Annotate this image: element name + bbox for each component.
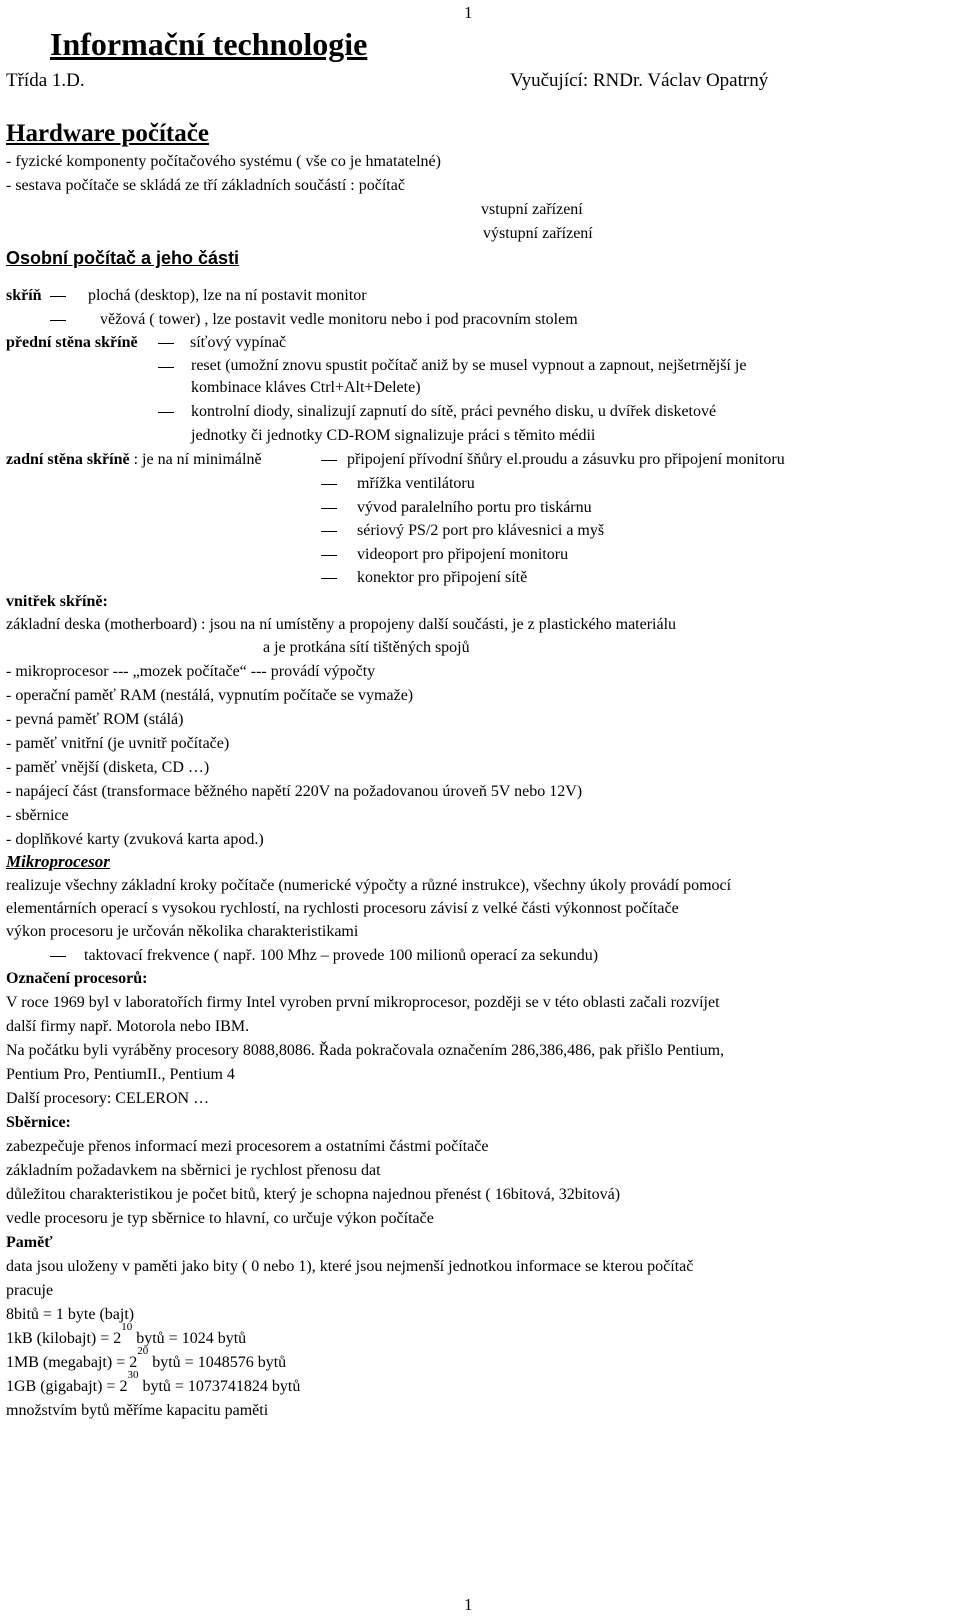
case-item-2: věžová ( tower) , lze postavit vedle monitoru nebo i pod pracovním stolem <box>100 311 578 328</box>
memory-mb-value: bytů = 1048576 bytů <box>148 1354 287 1371</box>
cpu-heading: Mikroprocesor <box>6 852 110 871</box>
cpu-para-1: realizuje všechny základní kroky počítače (numerické výpočty a různé instrukce), všechny úkoly provádí pomocí <box>6 877 732 894</box>
memory-gb-value: bytů = 1073741824 bytů <box>138 1378 301 1395</box>
dash <box>321 555 337 556</box>
bus-para-1: zabezpečuje přenos informací mezi procesorem a ostatními částmi počítače <box>6 1138 489 1155</box>
back-item-1: připojení přívodní šňůry el.proudu a zásuvku pro připojení monitoru <box>347 451 785 468</box>
hardware-line-3: vstupní zařízení <box>481 201 583 218</box>
back-panel-intro: : je na ní minimálně <box>129 451 262 468</box>
parts-item-6: - napájecí část (transformace běžného napětí 220V na požadovanou úroveň 5V nebo 12V) <box>6 783 583 800</box>
bus-para-3: důležitou charakteristikou je počet bitů, který je schopna najednou přenést ( 16bitová, 32bitová) <box>6 1186 621 1203</box>
document-title: Informační technologie <box>50 26 368 62</box>
memory-kb-value: bytů = 1024 bytů <box>132 1330 247 1347</box>
memory-gb-line <box>6 1369 301 1397</box>
bus-para-4: vedle procesoru je typ sběrnice to hlavní, co určuje výkon počítače <box>6 1210 434 1227</box>
back-item-2: mřížka ventilátoru <box>357 475 475 492</box>
memory-gb-exponent: 30 <box>127 1369 139 1381</box>
memory-mb-base: 1MB (megabajt) = 2 <box>6 1354 138 1371</box>
dash <box>321 531 337 532</box>
hardware-heading: Hardware počítače <box>6 120 209 147</box>
dash <box>158 412 174 413</box>
parts-item-2: - operační paměť RAM (nestálá, vypnutím počítače se vymaže) <box>6 687 414 704</box>
dash <box>158 367 174 368</box>
dash <box>50 296 66 297</box>
inside-label: vnitřek skříně: <box>6 593 108 610</box>
memory-gb-base: 1GB (gigabajt) = 2 <box>6 1378 128 1395</box>
memory-mb-line <box>6 1345 287 1373</box>
case-label: skříň <box>6 287 42 304</box>
dash <box>321 508 337 509</box>
back-item-3: vývod paralelního portu pro tiskárnu <box>357 499 592 516</box>
parts-item-7: - sběrnice <box>6 807 69 824</box>
hardware-line-4: výstupní zařízení <box>483 225 593 242</box>
parts-item-8: - doplňkové karty (zvuková karta apod.) <box>6 831 264 848</box>
memory-para-4: množstvím bytů měříme kapacitu paměti <box>6 1402 269 1419</box>
teacher-label: Vyučující: RNDr. Václav Opatrný <box>510 70 769 91</box>
parts-item-3: - pevná paměť ROM (stálá) <box>6 711 184 728</box>
front-item-2a: reset (umožní znovu spustit počítač aniž by se musel vypnout a zapnout, nejšetrnější je <box>191 357 747 374</box>
memory-kb-line <box>6 1321 247 1349</box>
bus-para-2: základním požadavkem na sběrnici je rychlost přenosu dat <box>6 1162 381 1179</box>
class-label: Třída 1.D. <box>6 70 85 91</box>
case-item-1: plochá (desktop), lze na ní postavit monitor <box>88 287 367 304</box>
cpu-names-para-1: V roce 1969 byl v laboratořích firmy Intel vyroben první mikroprocesor, později se v této oblasti začali rozvíjet <box>6 994 720 1011</box>
pc-heading: Osobní počítač a jeho části <box>6 248 240 268</box>
dash <box>321 484 337 485</box>
memory-kb-exponent: 10 <box>121 1321 133 1333</box>
memory-kb-base: 1kB (kilobajt) = 2 <box>6 1330 122 1347</box>
cpu-names-para-4: Pentium Pro, PentiumII., Pentium 4 <box>6 1066 235 1083</box>
front-panel-label: přední stěna skříně <box>6 334 138 351</box>
cpu-names-heading: Označení procesorů: <box>6 970 148 987</box>
front-item-3a: kontrolní diody, sinalizují zapnutí do sítě, práci pevného disku, u dvířek disketové <box>191 403 717 420</box>
cpu-names-para-3: Na počátku byli vyráběny procesory 8088,8086. Řada pokračovala označením 286,386,486, pak přišlo Pentium, <box>6 1042 725 1059</box>
memory-heading: Paměť <box>6 1234 53 1251</box>
cpu-names-para-5: Další procesory: CELERON … <box>6 1090 210 1107</box>
hardware-line-2: - sestava počítače se skládá ze tří základních součástí : počítač <box>6 177 405 194</box>
memory-mb-exponent: 20 <box>137 1345 149 1357</box>
back-item-6: konektor pro připojení sítě <box>357 569 528 586</box>
cpu-para-4: taktovací frekvence ( např. 100 Mhz – provede 100 milionů operací za sekundu) <box>84 947 599 964</box>
dash <box>321 578 337 579</box>
memory-para-2: pracuje <box>6 1282 54 1299</box>
page-number-bottom: 1 <box>464 1595 473 1614</box>
page-number-top: 1 <box>464 3 473 22</box>
parts-item-1: - mikroprocesor --- „mozek počítače“ --- provádí výpočty <box>6 663 376 680</box>
dash <box>50 320 66 321</box>
back-item-5: videoport pro připojení monitoru <box>357 546 569 563</box>
hardware-line-1: - fyzické komponenty počítačového systému ( vše co je hmatatelné) <box>6 153 441 170</box>
cpu-names-para-2: další firmy např. Motorola nebo IBM. <box>6 1018 250 1035</box>
back-panel-row <box>6 450 262 470</box>
memory-para-3: 8bitů = 1 byte (bajt) <box>6 1306 135 1323</box>
motherboard-line-2: a je protkána sítí tištěných spojů <box>263 639 470 656</box>
cpu-para-3: výkon procesoru je určován několika charakteristikami <box>6 923 359 940</box>
front-item-3b: jednotky či jednotky CD-ROM signalizuje práci s těmito médii <box>191 427 596 444</box>
back-panel-label: zadní stěna skříně <box>6 451 130 468</box>
cpu-para-2: elementárních operací s vysokou rychlostí, na rychlosti procesoru závisí z velké části výkonnost počítače <box>6 900 679 917</box>
front-item-1: síťový vypínač <box>190 334 287 351</box>
dash <box>158 343 174 344</box>
parts-item-4: - paměť vnitřní (je uvnitř počítače) <box>6 735 230 752</box>
dash <box>321 460 337 461</box>
back-item-4: sériový PS/2 port pro klávesnici a myš <box>357 522 605 539</box>
front-item-2b: kombinace kláves Ctrl+Alt+Delete) <box>191 379 421 396</box>
dash <box>50 956 66 957</box>
parts-item-5: - paměť vnější (disketa, CD …) <box>6 759 210 776</box>
motherboard-line-1: základní deska (motherboard) : jsou na ní umístěny a propojeny další součásti, je z plastického materiálu <box>6 616 677 633</box>
bus-heading: Sběrnice: <box>6 1114 71 1131</box>
memory-para-1: data jsou uloženy v paměti jako bity ( 0 nebo 1), které jsou nejmenší jednotkou informace se kterou počítač <box>6 1258 694 1275</box>
